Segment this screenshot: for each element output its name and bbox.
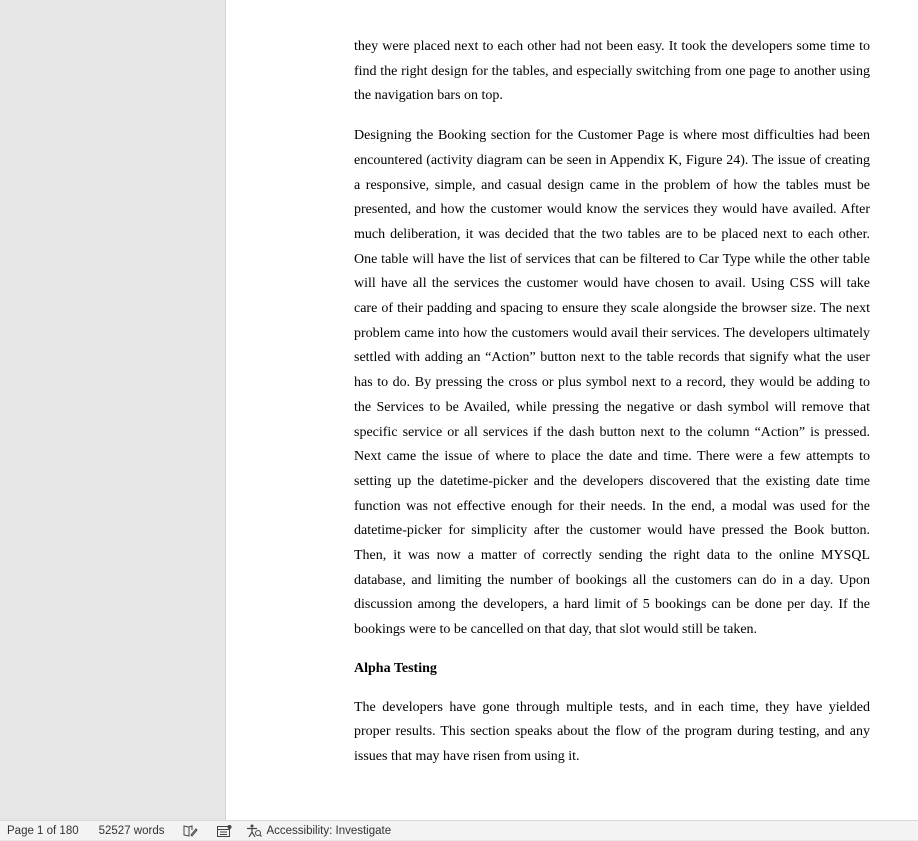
navigation-gutter [0, 0, 224, 820]
macro-record-icon[interactable] [216, 824, 232, 838]
accessibility-checker[interactable] [246, 821, 391, 841]
accessibility-icon [246, 824, 262, 838]
body-paragraph: Designing the Booking section for the Customer Page is where most difficulties had been encountered (activity diagram can be seen in Appendix K, Figure 24). The issue of creating a responsive, simple, and casual design came in the problem of how the tables must be presented, and how the customer would know the services they would have availed. After much deliberation, it was decided that the two tables are to be placed next to each other. One table will have the list of services that can be filtered to Car Type while the other table will have all the services the customer would have chosen to avail. Using CSS will take care of their padding and spacing to ensure they scale alongside the browser size. The next problem came into how the customers would avail their services. The developers ultimately settled with adding an “Action” button next to the table records that signify what the user has to do. By pressing the cross or plus symbol next to a record, they would be adding to the Services to be Availed, while pressing the negative or dash symbol will remove that specific service or all services if the dash button next to the column “Action” is pressed. Next came the issue of where to place the date and time. There were a few attempts to setting up the datetime-picker and the developers discovered that the existing date time function was not effective enough for their needs. In the end, a modal was used for the datetime-picker for simplicity after the customer would have pressed the Book button. Then, it was now a matter of correctly sending the right data to the online MYSQL database, and limiting the number of bookings all the customers can do in a day. Upon discussion among the developers, a hard limit of 5 bookings can be done per day. If the bookings were to be cancelled on that day, that slot would still be taken. [354, 128, 870, 638]
document-page[interactable] [225, 0, 918, 820]
proofing-book-icon[interactable] [182, 824, 198, 838]
body-paragraph: they were placed next to each other had not been easy. It took the developers some time to find the right design for the tables, and especially switching from one page to another using the navigation bars on top. [354, 39, 870, 104]
document-body[interactable] [354, 35, 870, 770]
page-number-indicator[interactable]: Page 1 of 180 [7, 824, 79, 837]
section-heading: Alpha Testing [354, 660, 437, 676]
accessibility-label: Accessibility: Investigate [266, 824, 392, 837]
status-bar [0, 820, 918, 840]
body-paragraph: The developers have gone through multiple tests, and in each time, they have yielded proper results. This section speaks about the flow of the program during testing, and any issues that may have risen from using it. [354, 699, 870, 764]
word-count[interactable]: 52527 words [98, 824, 165, 837]
